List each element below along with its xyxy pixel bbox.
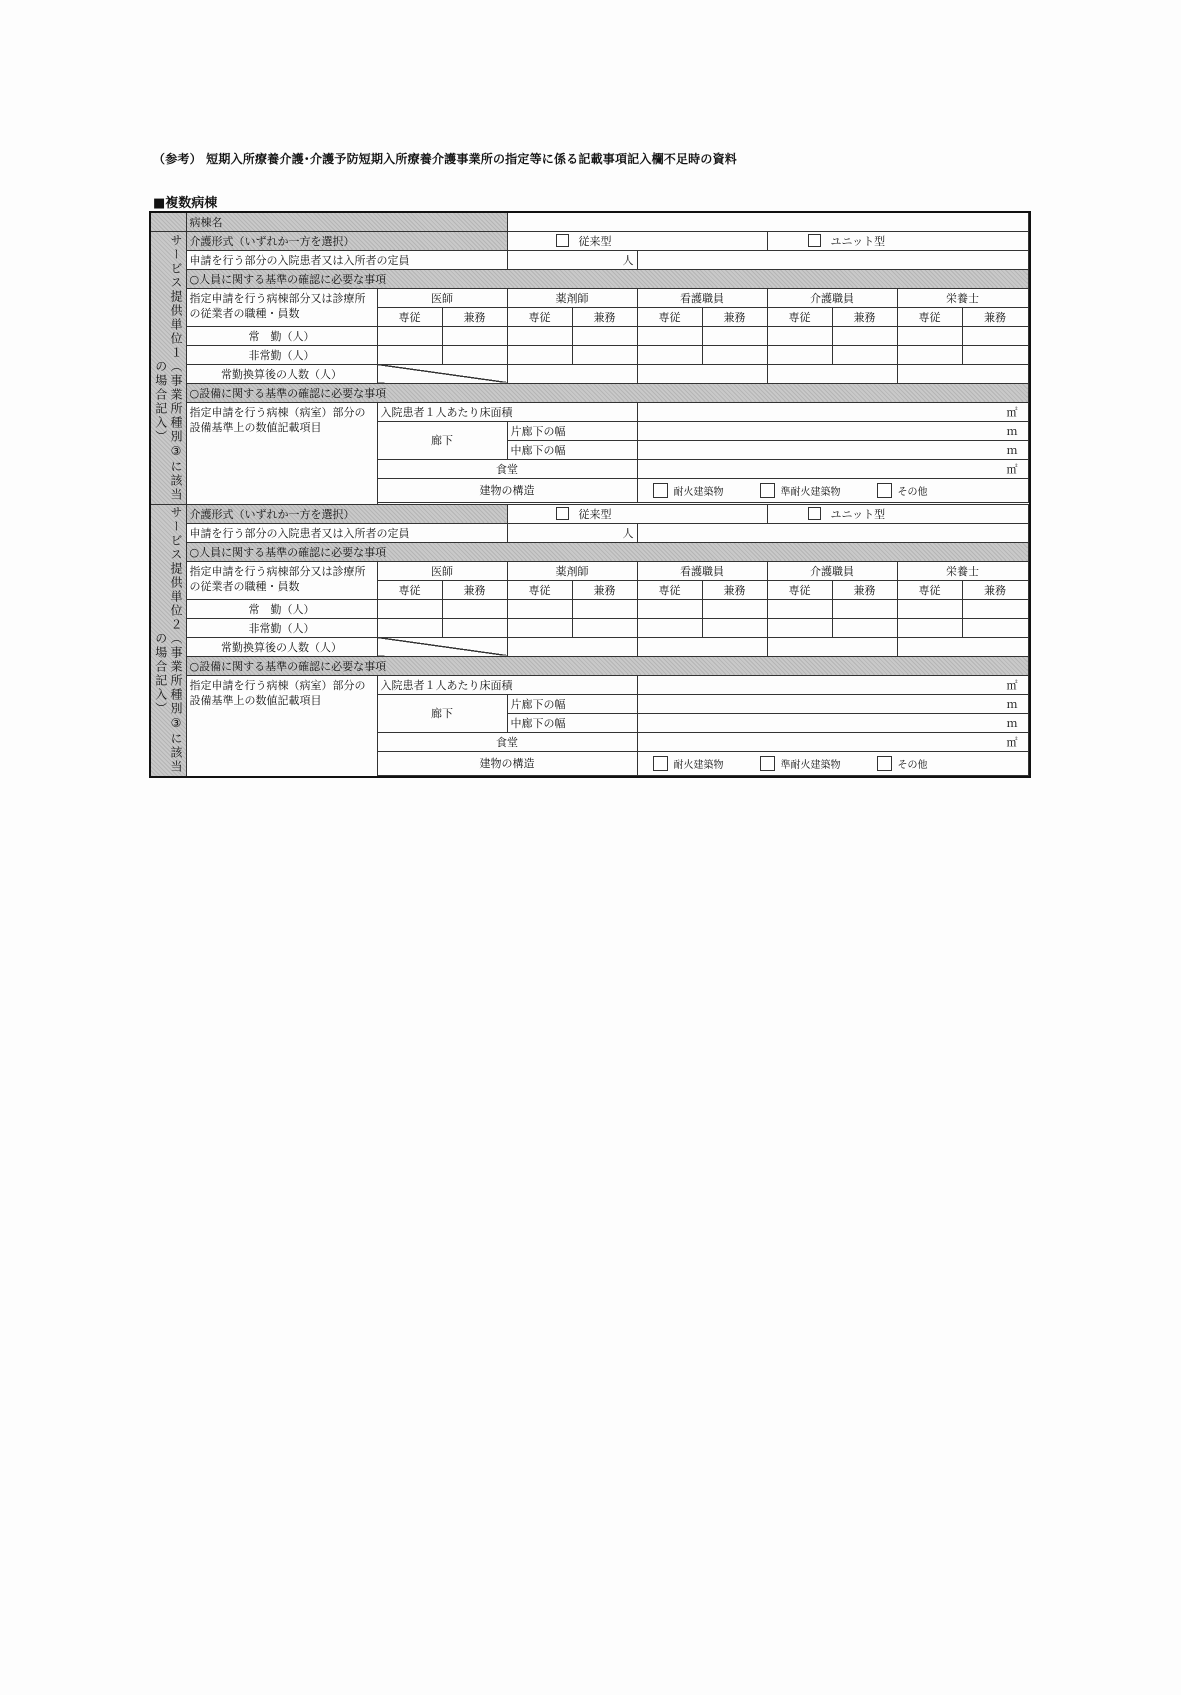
- facility-section-label: ○設備に関する基準の確認に必要な事項: [186, 656, 1028, 675]
- duty-part: 兼務: [442, 580, 507, 599]
- count-input[interactable]: [897, 326, 962, 345]
- corridor-single-label: 片廊下の幅: [507, 421, 637, 440]
- converted-input[interactable]: [637, 364, 767, 383]
- capacity-unit: 人: [622, 253, 634, 267]
- count-input[interactable]: [637, 618, 702, 637]
- duty-full-time: 専従: [637, 307, 702, 326]
- duty-full-time: 専従: [897, 580, 962, 599]
- floor-area-row: [150, 675, 1030, 694]
- duty-part: 兼務: [702, 580, 767, 599]
- count-input[interactable]: [832, 326, 897, 345]
- duty-part: 兼務: [962, 307, 1028, 326]
- count-input[interactable]: [702, 599, 767, 618]
- side-label-col1: [154, 506, 168, 774]
- capacity-row: [150, 250, 1030, 269]
- duty-part: 兼務: [962, 580, 1028, 599]
- fulltime-row-label: 常 勤（人）: [186, 599, 377, 618]
- dining-label: 食堂: [377, 732, 637, 751]
- multi-ward-form: [149, 211, 1031, 778]
- care-type-label: 介護形式（いずれか一方を選択）: [186, 231, 507, 250]
- corridor-single-label: 片廊下の幅: [507, 694, 637, 713]
- count-input[interactable]: [572, 345, 637, 364]
- parttime-count-row: [150, 618, 1030, 637]
- staff-section-row: [150, 269, 1030, 288]
- roles-row: [150, 288, 1030, 307]
- count-input[interactable]: [507, 618, 572, 637]
- count-input[interactable]: [897, 345, 962, 364]
- dining-unit: ㎡: [1006, 735, 1018, 749]
- duty-full-time: 専従: [897, 307, 962, 326]
- other-structure-checkbox[interactable]: [877, 756, 892, 771]
- count-input[interactable]: [767, 326, 832, 345]
- converted-input[interactable]: [507, 364, 637, 383]
- corridor-unit: ｍ: [1006, 443, 1018, 457]
- role-nurse: 看護職員: [637, 561, 767, 580]
- floor-area-label: 入院患者１人あたり床面積: [377, 402, 637, 421]
- care-type-row: [150, 231, 1030, 250]
- duty-full-time: 専従: [507, 580, 572, 599]
- converted-row-label: 常勤換算後の人数（人）: [186, 364, 377, 383]
- care-type-option2-checkbox[interactable]: [808, 507, 821, 520]
- count-input[interactable]: [637, 345, 702, 364]
- duty-full-time: 専従: [507, 307, 572, 326]
- converted-count-row: [150, 364, 1030, 383]
- count-input[interactable]: [442, 618, 507, 637]
- dining-input[interactable]: [637, 459, 1028, 478]
- parttime-row-label: 非常勤（人）: [186, 345, 377, 364]
- building-options: [637, 478, 1028, 502]
- count-input[interactable]: [377, 599, 442, 618]
- corridor-double-input[interactable]: [637, 713, 1028, 732]
- duty-part: 兼務: [832, 307, 897, 326]
- count-input[interactable]: [507, 345, 572, 364]
- corridor-label: 廊下: [377, 694, 507, 732]
- semi-fireproof-checkbox[interactable]: [760, 756, 775, 771]
- corridor-unit: ｍ: [1006, 697, 1018, 711]
- capacity-extra: [637, 250, 1028, 269]
- converted-input[interactable]: [507, 637, 637, 656]
- duty-full-time: 専従: [767, 307, 832, 326]
- fireproof-label: 耐火建築物: [673, 486, 724, 498]
- dining-label: 食堂: [377, 459, 637, 478]
- count-input[interactable]: [962, 345, 1028, 364]
- count-input[interactable]: [507, 326, 572, 345]
- floor-area-unit: ㎡: [1006, 678, 1018, 692]
- staff-section-label: ○人員に関する基準の確認に必要な事項: [186, 269, 1028, 288]
- corridor-double-input[interactable]: [637, 440, 1028, 459]
- corridor-unit: ｍ: [1006, 716, 1018, 730]
- role-doctor: 医師: [377, 288, 507, 307]
- converted-na-cell: [377, 364, 507, 383]
- floor-area-label: 入院患者１人あたり床面積: [377, 675, 637, 694]
- count-input[interactable]: [702, 326, 767, 345]
- role-nurse: 看護職員: [637, 288, 767, 307]
- fulltime-row-label: 常 勤（人）: [186, 326, 377, 345]
- side-label-col1: の場合記入）: [153, 359, 168, 444]
- fireproof-checkbox[interactable]: [653, 483, 668, 498]
- role-doctor: 医師: [377, 561, 507, 580]
- converted-input[interactable]: [767, 637, 897, 656]
- care-type-option2-label: ユニット型: [830, 234, 886, 248]
- floor-area-input[interactable]: [637, 402, 1028, 421]
- count-input[interactable]: [767, 345, 832, 364]
- corridor-double-label: 中廊下の幅: [507, 440, 637, 459]
- facility-section-label: ○設備に関する基準の確認に必要な事項: [186, 383, 1028, 402]
- corridor-single-input[interactable]: [637, 694, 1028, 713]
- care-type-option1-label: 従来型: [578, 507, 612, 521]
- facility-section-row: [150, 383, 1030, 402]
- duty-part: 兼務: [702, 307, 767, 326]
- converted-input[interactable]: [637, 637, 767, 656]
- capacity-unit: 人: [622, 526, 634, 540]
- corridor-double-label: 中廊下の幅: [507, 713, 637, 732]
- ward-name-input[interactable]: [507, 212, 1028, 231]
- duty-part: 兼務: [572, 307, 637, 326]
- converted-count-row: [150, 637, 1030, 656]
- dining-input[interactable]: [637, 732, 1028, 751]
- role-dietitian: 栄養士: [897, 561, 1028, 580]
- care-type-option2-label: ユニット型: [830, 507, 886, 521]
- duty-full-time: 専従: [767, 580, 832, 599]
- count-input[interactable]: [377, 345, 442, 364]
- care-type-option2-checkbox[interactable]: [808, 234, 821, 247]
- side-label-col2: サービス提供単位１（事業所種別③に該当: [168, 233, 183, 502]
- side-label-col1: [154, 234, 168, 502]
- count-input[interactable]: [507, 599, 572, 618]
- side-label-col2: サービス提供単位２（事業所種別③に該当: [168, 506, 183, 775]
- capacity-label: 申請を行う部分の入院患者又は入所者の定員: [186, 250, 507, 269]
- building-label: 建物の構造: [377, 478, 637, 502]
- care-type-row: [150, 504, 1030, 523]
- role-care-worker: 介護職員: [767, 288, 897, 307]
- duty-full-time: 専従: [377, 307, 442, 326]
- count-input[interactable]: [897, 599, 962, 618]
- care-type-option1-checkbox[interactable]: [556, 507, 569, 520]
- care-type-option1-label: 従来型: [578, 234, 612, 248]
- count-input[interactable]: [832, 345, 897, 364]
- duty-part: 兼務: [442, 307, 507, 326]
- capacity-row: [150, 523, 1030, 542]
- count-input[interactable]: [767, 618, 832, 637]
- semi-fireproof-label: 準耐火建築物: [780, 759, 841, 771]
- count-input[interactable]: [377, 618, 442, 637]
- role-pharmacist: 薬剤師: [507, 561, 637, 580]
- unit-side-label: [150, 504, 186, 777]
- count-input[interactable]: [897, 618, 962, 637]
- converted-input[interactable]: [767, 364, 897, 383]
- parttime-row-label: 非常勤（人）: [186, 618, 377, 637]
- fireproof-label: 耐火建築物: [673, 759, 724, 771]
- building-options: [637, 751, 1028, 775]
- converted-input[interactable]: [897, 364, 1028, 383]
- dining-unit: ㎡: [1006, 462, 1018, 476]
- converted-input[interactable]: [897, 637, 1028, 656]
- count-input[interactable]: [377, 326, 442, 345]
- count-input[interactable]: [702, 618, 767, 637]
- care-type-label: 介護形式（いずれか一方を選択）: [186, 504, 507, 523]
- count-input[interactable]: [962, 599, 1028, 618]
- count-input[interactable]: [637, 599, 702, 618]
- unit-side-label: [150, 231, 186, 504]
- staff-desc: 指定申請を行う病棟部分又は診療所の従業者の職種・員数: [186, 561, 377, 599]
- capacity-input[interactable]: [507, 523, 637, 542]
- count-input[interactable]: [572, 326, 637, 345]
- count-input[interactable]: [962, 326, 1028, 345]
- corridor-label: 廊下: [377, 421, 507, 459]
- capacity-input[interactable]: [507, 250, 637, 269]
- count-input[interactable]: [767, 599, 832, 618]
- other-structure-label: その他: [897, 486, 928, 498]
- staff-section-label: ○人員に関する基準の確認に必要な事項: [186, 542, 1028, 561]
- role-pharmacist: 薬剤師: [507, 288, 637, 307]
- side-label-col2: [169, 234, 183, 502]
- capacity-label: 申請を行う部分の入院患者又は入所者の定員: [186, 523, 507, 542]
- converted-row-label: 常勤換算後の人数（人）: [186, 637, 377, 656]
- count-input[interactable]: [962, 618, 1028, 637]
- duty-part: 兼務: [572, 580, 637, 599]
- capacity-extra: [637, 523, 1028, 542]
- count-input[interactable]: [832, 599, 897, 618]
- building-label: 建物の構造: [377, 751, 637, 775]
- semi-fireproof-label: 準耐火建築物: [780, 486, 841, 498]
- duty-full-time: 専従: [377, 580, 442, 599]
- fireproof-checkbox[interactable]: [653, 756, 668, 771]
- duty-full-time: 専従: [637, 580, 702, 599]
- side-label-col2: [169, 506, 183, 774]
- fulltime-count-row: [150, 599, 1030, 618]
- floor-area-unit: ㎡: [1006, 405, 1018, 419]
- duty-part: 兼務: [832, 580, 897, 599]
- count-input[interactable]: [442, 599, 507, 618]
- count-input[interactable]: [702, 345, 767, 364]
- other-structure-label: その他: [897, 759, 928, 771]
- facility-desc: 指定申請を行う病棟（病室）部分の設備基準上の数値記載項目: [186, 675, 377, 777]
- corridor-unit: ｍ: [1006, 424, 1018, 438]
- ward-name-row: [150, 212, 1030, 231]
- section-title: ■複数病棟: [153, 196, 218, 211]
- other-structure-checkbox[interactable]: [877, 483, 892, 498]
- ward-name-label: 病棟名: [186, 212, 507, 231]
- floor-area-row: [150, 402, 1030, 421]
- count-input[interactable]: [572, 618, 637, 637]
- converted-na-cell: [377, 637, 507, 656]
- side-label-col1: の場合記入）: [153, 632, 168, 717]
- count-input[interactable]: [572, 599, 637, 618]
- facility-desc: 指定申請を行う病棟（病室）部分の設備基準上の数値記載項目: [186, 402, 377, 504]
- parttime-count-row: [150, 345, 1030, 364]
- staff-section-row: [150, 542, 1030, 561]
- semi-fireproof-checkbox[interactable]: [760, 483, 775, 498]
- floor-area-input[interactable]: [637, 675, 1028, 694]
- fulltime-count-row: [150, 326, 1030, 345]
- staff-desc: 指定申請を行う病棟部分又は診療所の従業者の職種・員数: [186, 288, 377, 326]
- role-dietitian: 栄養士: [897, 288, 1028, 307]
- facility-section-row: [150, 656, 1030, 675]
- page-title: （参考） 短期入所療養介護･介護予防短期入所療養介護事業所の指定等に係る記載事項記入欄不足時の資料: [153, 152, 737, 166]
- count-input[interactable]: [637, 326, 702, 345]
- count-input[interactable]: [442, 326, 507, 345]
- roles-row: [150, 561, 1030, 580]
- count-input[interactable]: [832, 618, 897, 637]
- role-care-worker: 介護職員: [767, 561, 897, 580]
- count-input[interactable]: [442, 345, 507, 364]
- care-type-option1-checkbox[interactable]: [556, 234, 569, 247]
- corridor-single-input[interactable]: [637, 421, 1028, 440]
